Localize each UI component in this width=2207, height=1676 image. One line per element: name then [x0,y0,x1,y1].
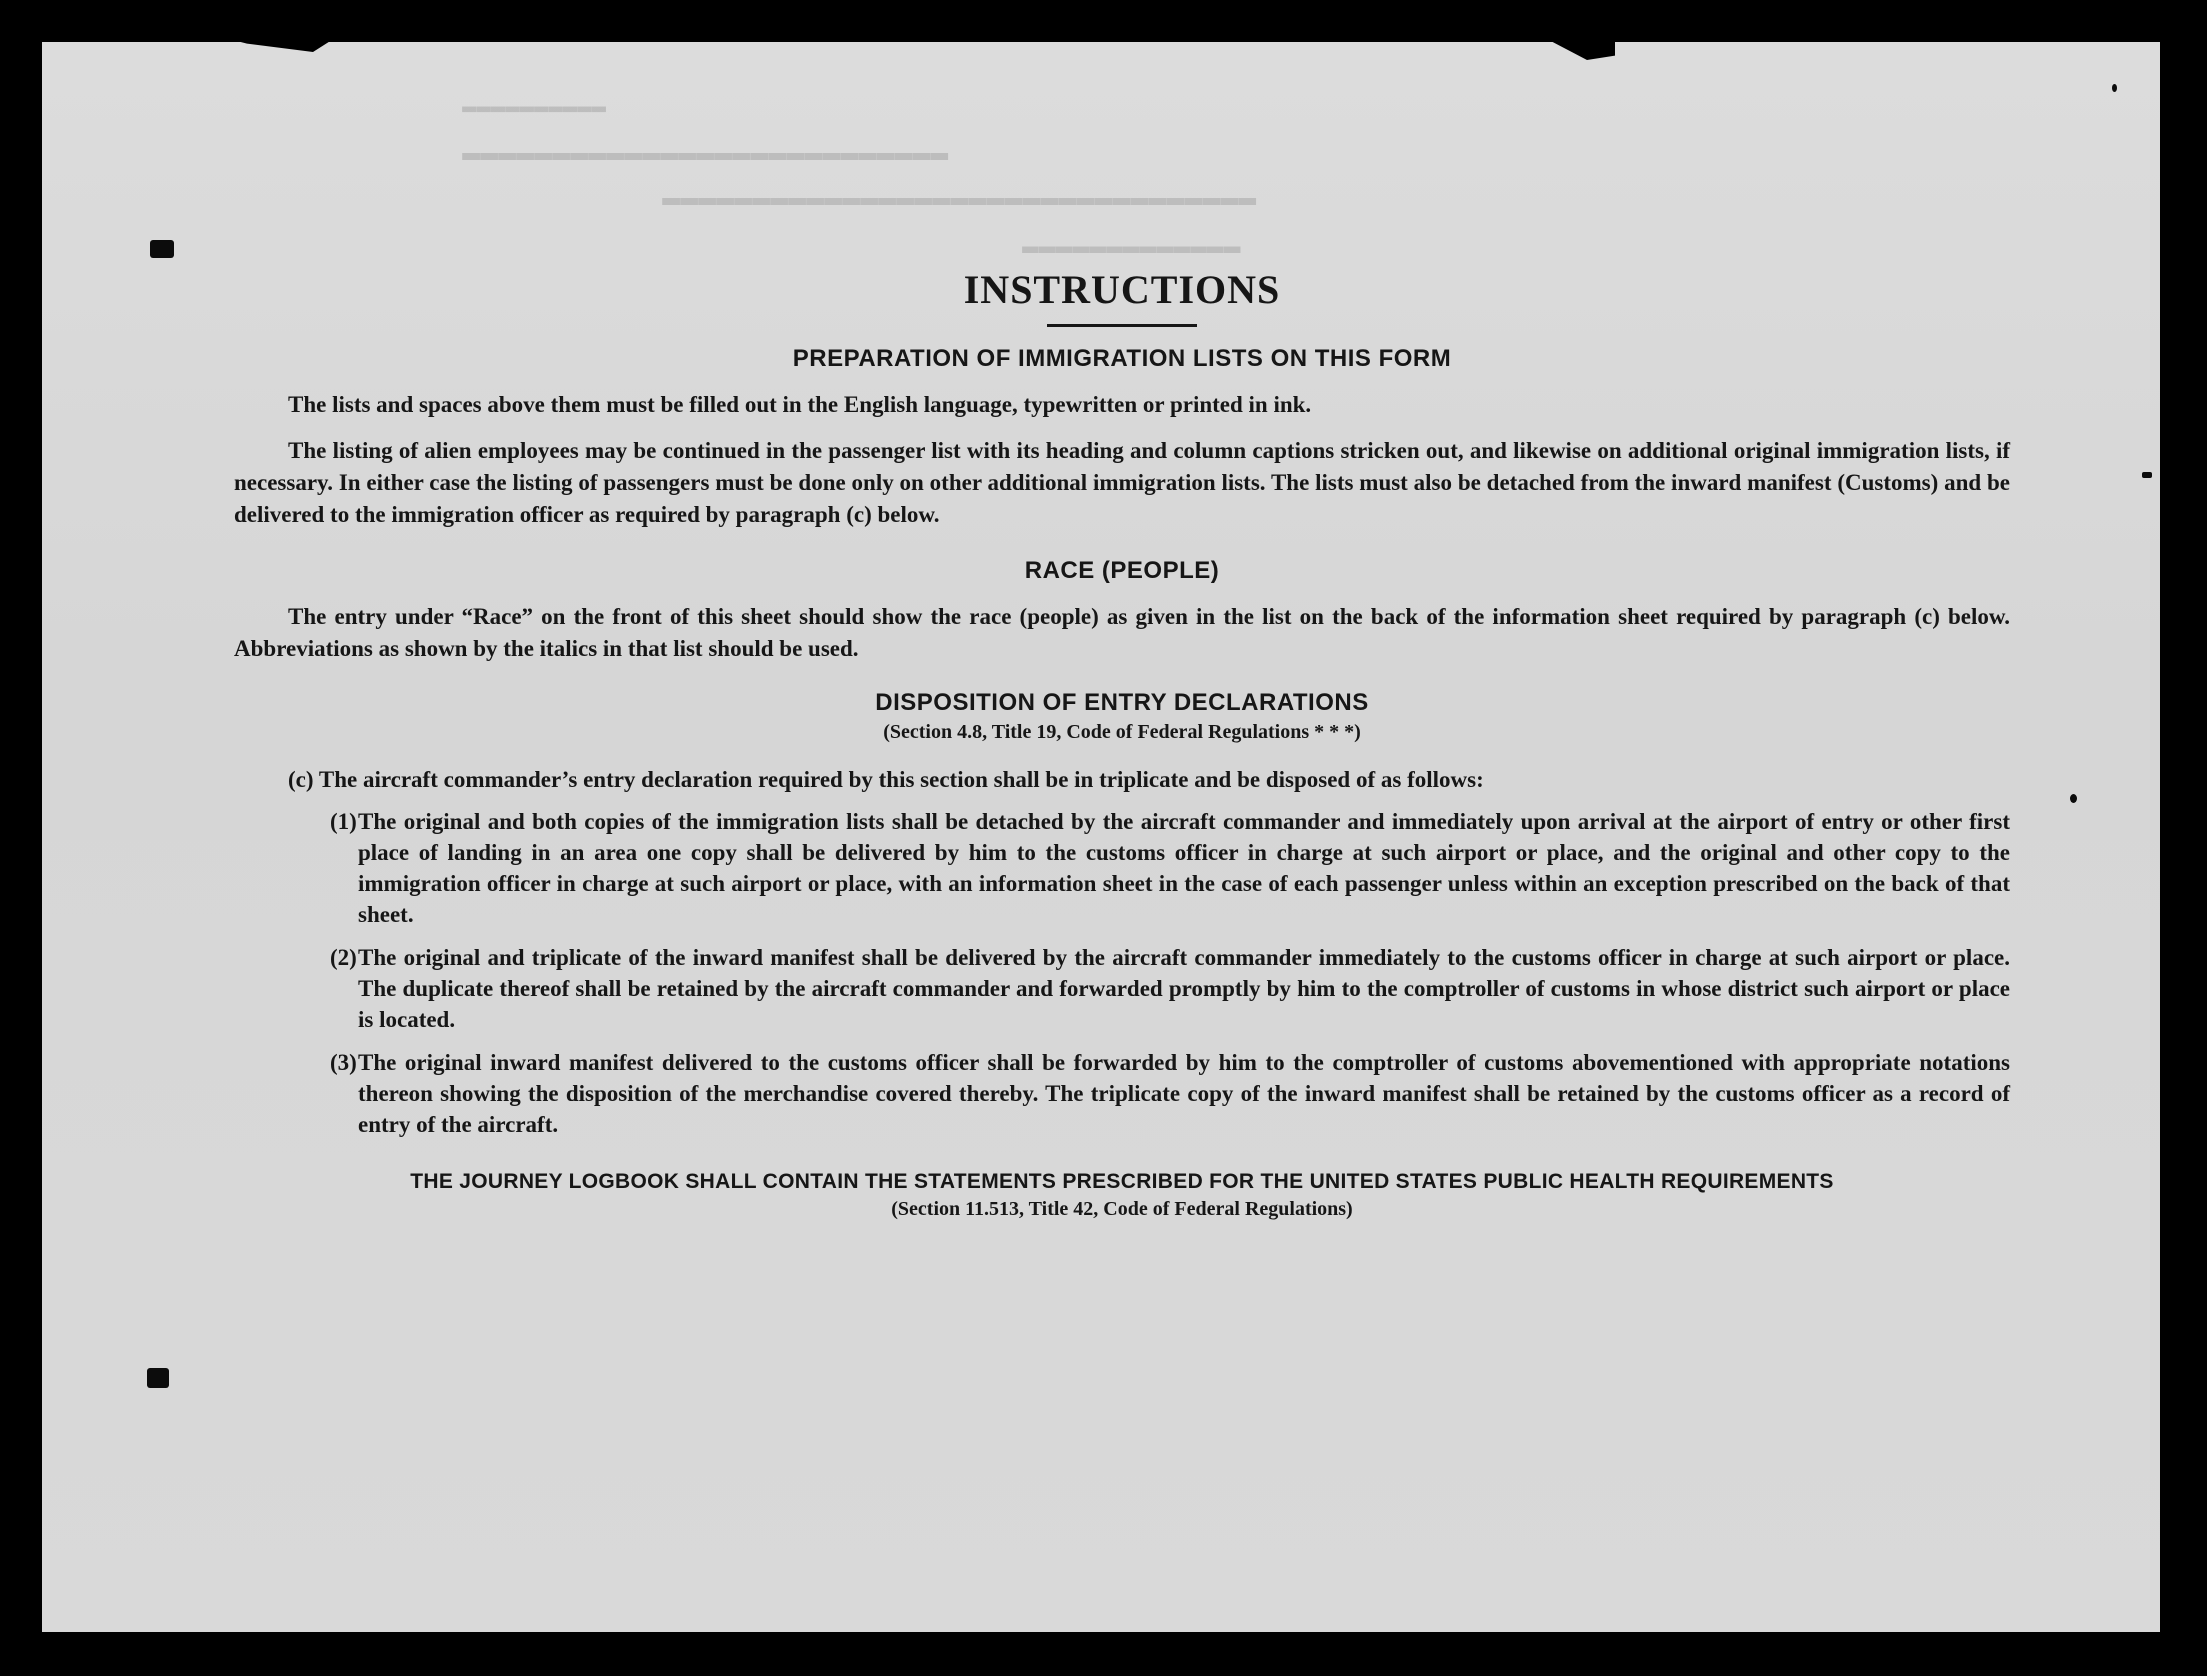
disposition-heading: DISPOSITION OF ENTRY DECLARATIONS [875,689,1369,716]
preparation-paragraph: The lists and spaces above them must be filled out in the English language, typewritten or printed in ink. [288,392,1312,417]
document-sheet [42,42,2160,1632]
preparation-heading: PREPARATION OF IMMIGRATION LISTS ON THIS FORM [792,345,1452,372]
health-requirements-statement: THE JOURNEY LOGBOOK SHALL CONTAIN THE STATEMENTS PRESCRIBED FOR THE UNITED STATES PUBLIC HEALTH REQUIREMENTS [410,1170,1834,1193]
page-title: INSTRUCTIONS [963,267,1281,312]
item-number: (2) [330,945,357,970]
ink-dot [2142,472,2152,478]
item-number: (3) [330,1050,357,1075]
bleed-through-line: ▬▬▬▬▬▬▬▬▬▬▬▬▬▬▬▬▬▬▬▬▬▬▬▬▬▬▬▬▬▬▬▬▬ [662,182,1257,216]
disposition-intro: (c) The aircraft commander’s entry declaration required by this section shall be in triplicate and be disposed of as follows: [288,767,1484,792]
item-text: The original inward manifest delivered to the customs officer shall be forwarded by him to the comptroller of customs abovementioned with appropriate notations thereon showing the disposition of the merchandise covered thereby. The triplicate copy of the inward manifest shall be retained by the customs officer as a record of entry of the aircraft. [358,1050,2010,1137]
bleed-through-line: ▬▬▬▬▬▬▬▬▬▬▬▬▬ [1022,232,1241,263]
ink-dot [2112,84,2117,92]
bleed-through-line: ▬▬▬▬▬▬▬▬▬▬ [462,94,607,121]
race-heading: RACE (PEOPLE) [1024,557,1220,584]
disposition-item [234,942,2010,1035]
punch-mark [147,1368,169,1388]
title-underline [1047,324,1197,327]
disposition-citation: (Section 4.8, Title 19, Code of Federal Regulations * * *) [883,721,1361,743]
bleed-through-line: ▬▬▬▬▬▬▬▬▬▬▬▬▬▬▬▬▬▬▬▬▬▬▬▬▬▬▬ [462,137,949,171]
disposition-item [234,806,2010,930]
item-text: The original and triplicate of the inward manifest shall be delivered by the aircraft commander immediately to the customs officer in charge at such airport or place. The duplicate thereof shall be retained by the aircraft commander and forwarded promptly by him to the comptroller of customs in whose district such airport or place is located. [358,945,2010,1032]
instructions-content [234,267,2010,1221]
preparation-paragraph: The listing of alien employees may be continued in the passenger list with its heading and column captions stricken out, and likewise on additional original immigration lists, if necessary. In either case the listing of passengers must be done only on other additional immigration lists. The lists must also be detached from the inward manifest (Customs) and be delivered to the immigration officer as required by paragraph (c) below. [234,438,2010,527]
disposition-item [234,1047,2010,1140]
item-text: The original and both copies of the immigration lists shall be detached by the aircraft commander and immediately upon arrival at the airport of entry or other first place of landing in an area one copy shall be delivered by him to the customs officer in charge at such airport or place, and the original and other copy to the immigration officer in charge at such airport or place, with an information sheet in the case of each passenger unless within an exception prescribed on the back of that sheet. [358,809,2010,927]
ink-dot [2070,794,2077,803]
item-number: (1) [330,809,357,834]
health-requirements-citation: (Section 11.513, Title 42, Code of Federal Regulations) [891,1198,1353,1220]
punch-mark [150,240,174,258]
race-paragraph: The entry under “Race” on the front of this sheet should show the race (people) as given in the list on the back of the information sheet required by paragraph (c) below. Abbreviations as shown by the italics in that list should be used. [234,604,2010,661]
